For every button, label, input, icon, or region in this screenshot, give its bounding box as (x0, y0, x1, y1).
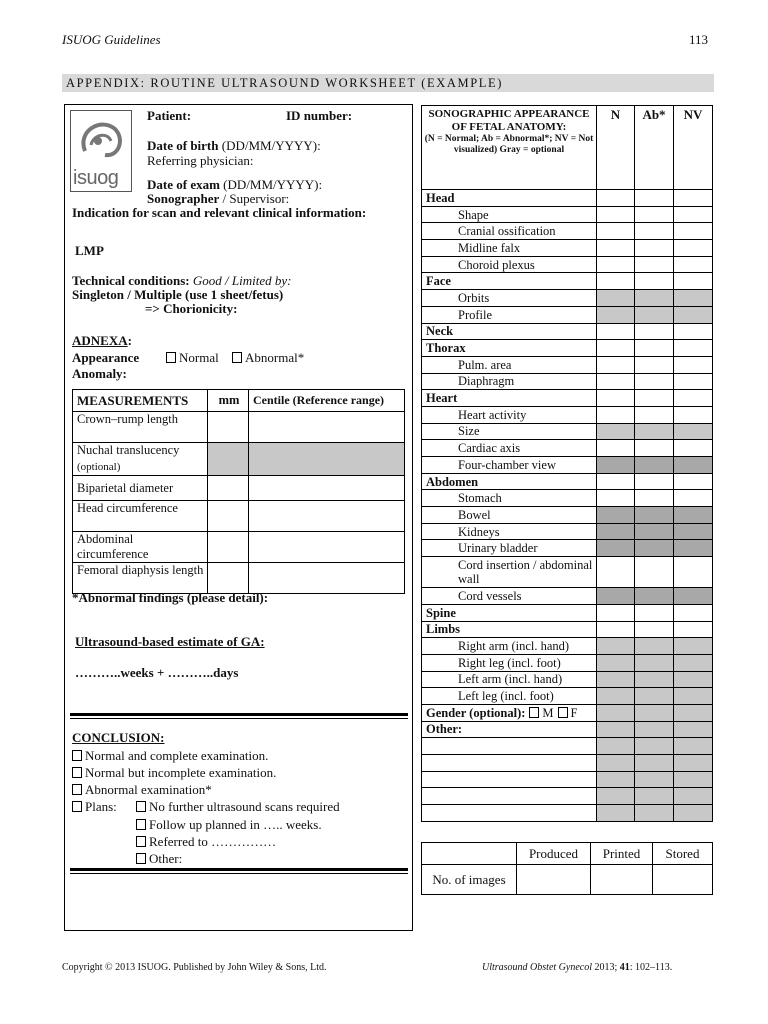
anatomy-section-label: Thorax (422, 340, 597, 357)
anatomy-section-label: Face (422, 273, 597, 290)
measurement-label: Femoral diaphysis length (73, 563, 208, 594)
measurements-header: MEASUREMENTS (73, 390, 208, 412)
anatomy-normal-cell[interactable] (597, 373, 635, 390)
running-header: ISUOG Guidelines (62, 32, 161, 47)
anatomy-row (422, 805, 713, 822)
anatomy-normal-cell[interactable] (597, 805, 635, 822)
anatomy-normal-cell[interactable] (597, 406, 635, 423)
anatomy-normal-cell[interactable] (597, 223, 635, 240)
anatomy-row (422, 654, 713, 671)
abnormal-findings-label: *Abnormal findings (please detail): (72, 590, 269, 605)
anatomy-not-visualized-cell[interactable] (674, 223, 713, 240)
anatomy-not-visualized-cell[interactable] (674, 588, 713, 605)
anatomy-abnormal-cell[interactable] (635, 206, 674, 223)
anatomy-abnormal-cell[interactable] (635, 638, 674, 655)
anatomy-abnormal-cell[interactable] (635, 256, 674, 273)
checkbox-icon (72, 784, 82, 795)
column-not-visualized-header: NV (674, 106, 713, 190)
anatomy-not-visualized-cell[interactable] (674, 390, 713, 407)
anatomy-section-label: Neck (422, 323, 597, 340)
anatomy-row (422, 440, 713, 457)
anatomy-normal-cell[interactable] (597, 588, 635, 605)
anatomy-normal-cell[interactable] (597, 340, 635, 357)
checkbox-icon (72, 801, 82, 812)
adnexa-normal-checkbox[interactable]: Normal (166, 350, 219, 366)
conclusion-heading: CONCLUSION: (72, 730, 165, 745)
anatomy-normal-cell[interactable] (597, 738, 635, 755)
anatomy-normal-cell[interactable] (597, 273, 635, 290)
anatomy-abnormal-cell[interactable] (635, 507, 674, 524)
anatomy-not-visualized-cell[interactable] (674, 473, 713, 490)
anatomy-not-visualized-cell[interactable] (674, 771, 713, 788)
anatomy-not-visualized-cell[interactable] (674, 688, 713, 705)
anatomy-abnormal-cell[interactable] (635, 704, 674, 721)
measurement-label: Crown–rump length (73, 412, 208, 443)
anatomy-header-legend: (N = Normal; Ab = Abnormal*; NV = Not visualized) Gray = optional (424, 134, 594, 155)
anatomy-normal-cell[interactable] (597, 523, 635, 540)
produced-header: Produced (517, 843, 591, 865)
anatomy-sub-label: Shape (422, 206, 597, 223)
anatomy-row (422, 557, 713, 588)
checkbox-icon (166, 352, 176, 363)
anatomy-sub-label: Left leg (incl. foot) (422, 688, 597, 705)
anatomy-abnormal-cell[interactable] (635, 473, 674, 490)
anatomy-not-visualized-cell[interactable] (674, 755, 713, 772)
stored-header: Stored (653, 843, 713, 865)
anatomy-section-label: Gender (optional): M F (422, 704, 597, 721)
anatomy-not-visualized-cell[interactable] (674, 540, 713, 557)
anatomy-abnormal-cell[interactable] (635, 240, 674, 257)
patient-label: Patient: (147, 108, 192, 123)
conclusion-option[interactable]: Normal and complete examination. (72, 748, 268, 764)
anatomy-normal-cell[interactable] (597, 507, 635, 524)
anatomy-normal-cell[interactable] (597, 256, 635, 273)
centile-header: Centile (Reference range) (249, 390, 405, 412)
anatomy-sub-label: Cardiac axis (422, 440, 597, 457)
anatomy-sub-label: Bowel (422, 507, 597, 524)
plan-option[interactable]: No further ultrasound scans required (136, 799, 340, 815)
anatomy-abnormal-cell[interactable] (635, 738, 674, 755)
anatomy-abnormal-cell[interactable] (635, 190, 674, 207)
conclusion-option[interactable]: Normal but incomplete examination. (72, 765, 276, 781)
anatomy-not-visualized-cell[interactable] (674, 507, 713, 524)
anatomy-abnormal-cell[interactable] (635, 356, 674, 373)
measurement-centile-cell[interactable] (249, 532, 405, 563)
measurement-label: Nuchal translucency (optional) (73, 443, 208, 476)
anatomy-abnormal-cell[interactable] (635, 523, 674, 540)
copyright-footer: Copyright © 2013 ISUOG. Published by John Wiley & Sons, Ltd. (62, 962, 327, 973)
anatomy-abnormal-cell[interactable] (635, 223, 674, 240)
images-table (421, 842, 713, 895)
produced-cell[interactable] (517, 865, 591, 895)
anatomy-not-visualized-cell[interactable] (674, 323, 713, 340)
gender-female-checkbox[interactable]: F (558, 706, 578, 720)
anatomy-normal-cell[interactable] (597, 306, 635, 323)
anatomy-header (422, 106, 597, 190)
anatomy-normal-cell[interactable] (597, 423, 635, 440)
anatomy-row (422, 788, 713, 805)
anatomy-abnormal-cell[interactable] (635, 805, 674, 822)
anatomy-section-label (422, 805, 597, 822)
measurement-centile-cell[interactable] (249, 501, 405, 532)
printed-header: Printed (591, 843, 653, 865)
plans-checkbox[interactable]: Plans: (72, 799, 117, 815)
lmp-label: LMP (75, 243, 104, 258)
anatomy-normal-cell[interactable] (597, 638, 635, 655)
anatomy-not-visualized-cell[interactable] (674, 738, 713, 755)
anatomy-row (422, 223, 713, 240)
anatomy-normal-cell[interactable] (597, 190, 635, 207)
date-of-exam-label: Date of exam (DD/MM/YYYY): (147, 177, 323, 192)
column-normal-header: N (597, 106, 635, 190)
anatomy-row (422, 256, 713, 273)
anatomy-sub-label: Orbits (422, 290, 597, 307)
measurement-mm-cell[interactable] (208, 532, 249, 563)
anatomy-abnormal-cell[interactable] (635, 457, 674, 474)
anatomy-section-label: Spine (422, 604, 597, 621)
citation-footer: Ultrasound Obstet Gynecol 2013; 41: 102–113. (482, 962, 673, 973)
anatomy-not-visualized-cell[interactable] (674, 306, 713, 323)
checkbox-icon (72, 750, 82, 761)
anatomy-row (422, 738, 713, 755)
anatomy-row (422, 588, 713, 605)
anatomy-abnormal-cell[interactable] (635, 688, 674, 705)
measurement-label: Head circumference (73, 501, 208, 532)
anatomy-normal-cell[interactable] (597, 540, 635, 557)
anatomy-not-visualized-cell[interactable] (674, 423, 713, 440)
measurement-centile-cell[interactable] (249, 476, 405, 501)
anatomy-normal-cell[interactable] (597, 240, 635, 257)
anatomy-row (422, 721, 713, 738)
anatomy-sub-label: Four-chamber view (422, 457, 597, 474)
anatomy-abnormal-cell[interactable] (635, 588, 674, 605)
anatomy-row (422, 638, 713, 655)
measurement-mm-cell[interactable] (208, 501, 249, 532)
anatomy-not-visualized-cell[interactable] (674, 273, 713, 290)
logo-text: isuog (73, 167, 119, 189)
anatomy-row (422, 755, 713, 772)
anatomy-sub-label: Left arm (incl. hand) (422, 671, 597, 688)
singleton-multiple-label: Singleton / Multiple (use 1 sheet/fetus) (72, 287, 284, 302)
anatomy-section-label: Head (422, 190, 597, 207)
anatomy-row (422, 190, 713, 207)
sonographer-label: Sonographer / Supervisor: (147, 191, 290, 206)
checkbox-icon (136, 801, 146, 812)
anatomy-sub-label: Right leg (incl. foot) (422, 654, 597, 671)
anatomy-row (422, 604, 713, 621)
anatomy-not-visualized-cell[interactable] (674, 704, 713, 721)
anatomy-not-visualized-cell[interactable] (674, 190, 713, 207)
anatomy-row (422, 323, 713, 340)
anatomy-abnormal-cell[interactable] (635, 721, 674, 738)
anatomy-section-label (422, 788, 597, 805)
anatomy-abnormal-cell[interactable] (635, 621, 674, 638)
images-empty-cell (422, 843, 517, 865)
anatomy-row (422, 356, 713, 373)
anatomy-section-label (422, 738, 597, 755)
anatomy-sub-label: Kidneys (422, 523, 597, 540)
anatomy-normal-cell[interactable] (597, 755, 635, 772)
checkbox-icon (72, 767, 82, 778)
anatomy-normal-cell[interactable] (597, 721, 635, 738)
measurement-mm-cell[interactable] (208, 476, 249, 501)
anatomy-not-visualized-cell[interactable] (674, 523, 713, 540)
appendix-title: APPENDIX: ROUTINE ULTRASOUND WORKSHEET (EXAMPLE) (62, 74, 714, 92)
mm-header: mm (208, 390, 249, 412)
measurement-mm-cell[interactable] (208, 443, 249, 476)
anatomy-section-label: Heart (422, 390, 597, 407)
anatomy-not-visualized-cell[interactable] (674, 490, 713, 507)
printed-cell[interactable] (591, 865, 653, 895)
anatomy-sub-label: Profile (422, 306, 597, 323)
divider (70, 868, 408, 874)
measurement-mm-cell[interactable] (208, 563, 249, 594)
adnexa-appearance-label: Appearance (72, 350, 140, 365)
anatomy-abnormal-cell[interactable] (635, 440, 674, 457)
checkbox-icon (558, 707, 568, 718)
anatomy-row (422, 473, 713, 490)
anatomy-not-visualized-cell[interactable] (674, 457, 713, 474)
adnexa-heading: ADNEXA: (72, 333, 132, 348)
anatomy-normal-cell[interactable] (597, 771, 635, 788)
anatomy-normal-cell[interactable] (597, 788, 635, 805)
adnexa-anomaly-label: Anomaly: (72, 366, 127, 381)
anatomy-table (421, 105, 713, 822)
measurement-mm-cell[interactable] (208, 412, 249, 443)
anatomy-normal-cell[interactable] (597, 604, 635, 621)
anatomy-abnormal-cell[interactable] (635, 771, 674, 788)
chorionicity-label: => Chorionicity: (145, 301, 238, 316)
referring-physician-label: Referring physician: (147, 153, 254, 168)
anatomy-not-visualized-cell[interactable] (674, 440, 713, 457)
measurement-centile-cell[interactable] (249, 412, 405, 443)
anatomy-normal-cell[interactable] (597, 621, 635, 638)
anatomy-row (422, 671, 713, 688)
anatomy-abnormal-cell[interactable] (635, 755, 674, 772)
conclusion-option[interactable]: Abnormal examination* (72, 782, 212, 798)
anatomy-normal-cell[interactable] (597, 290, 635, 307)
page-number: 113 (688, 32, 708, 47)
anatomy-sub-label: Midline falx (422, 240, 597, 257)
anatomy-not-visualized-cell[interactable] (674, 206, 713, 223)
anatomy-section-label (422, 755, 597, 772)
anatomy-normal-cell[interactable] (597, 206, 635, 223)
divider (70, 713, 408, 719)
anatomy-sub-label: Heart activity (422, 406, 597, 423)
anatomy-row (422, 540, 713, 557)
anatomy-row (422, 206, 713, 223)
anatomy-row (422, 290, 713, 307)
anatomy-sub-label: Right arm (incl. hand) (422, 638, 597, 655)
anatomy-normal-cell[interactable] (597, 390, 635, 407)
anatomy-normal-cell[interactable] (597, 323, 635, 340)
anatomy-abnormal-cell[interactable] (635, 604, 674, 621)
anatomy-not-visualized-cell[interactable] (674, 356, 713, 373)
anatomy-abnormal-cell[interactable] (635, 788, 674, 805)
anatomy-row (422, 240, 713, 257)
measurement-label: Biparietal diameter (73, 476, 208, 501)
anatomy-row (422, 490, 713, 507)
anatomy-abnormal-cell[interactable] (635, 373, 674, 390)
anatomy-row (422, 621, 713, 638)
stored-cell[interactable] (653, 865, 713, 895)
anatomy-normal-cell[interactable] (597, 688, 635, 705)
anatomy-abnormal-cell[interactable] (635, 390, 674, 407)
anatomy-abnormal-cell[interactable] (635, 654, 674, 671)
checkbox-icon (136, 836, 146, 847)
anatomy-normal-cell[interactable] (597, 457, 635, 474)
anatomy-not-visualized-cell[interactable] (674, 805, 713, 822)
anatomy-row (422, 306, 713, 323)
anatomy-sub-label: Cord vessels (422, 588, 597, 605)
anatomy-sub-label: Choroid plexus (422, 256, 597, 273)
anatomy-row (422, 390, 713, 407)
anatomy-row (422, 457, 713, 474)
anatomy-not-visualized-cell[interactable] (674, 671, 713, 688)
checkbox-icon (232, 352, 242, 363)
id-number-label: ID number: (286, 108, 353, 123)
anatomy-not-visualized-cell[interactable] (674, 621, 713, 638)
anatomy-section-label: Limbs (422, 621, 597, 638)
anatomy-not-visualized-cell[interactable] (674, 290, 713, 307)
anatomy-not-visualized-cell[interactable] (674, 340, 713, 357)
checkbox-icon (529, 707, 539, 718)
anatomy-normal-cell[interactable] (597, 671, 635, 688)
anatomy-not-visualized-cell[interactable] (674, 557, 713, 588)
anatomy-row (422, 340, 713, 357)
anatomy-abnormal-cell[interactable] (635, 290, 674, 307)
anatomy-sub-label: Diaphragm (422, 373, 597, 390)
anatomy-normal-cell[interactable] (597, 356, 635, 373)
anatomy-row (422, 523, 713, 540)
anatomy-not-visualized-cell[interactable] (674, 406, 713, 423)
anatomy-sub-label: Pulm. area (422, 356, 597, 373)
anatomy-sub-label: Urinary bladder (422, 540, 597, 557)
anatomy-section-label: Abdomen (422, 473, 597, 490)
anatomy-normal-cell[interactable] (597, 473, 635, 490)
plan-option[interactable]: Other: (136, 851, 182, 867)
column-abnormal-header: Ab* (635, 106, 674, 190)
anatomy-header-title: SONOGRAPHIC APPEARANCE OF FETAL ANATOMY: (428, 108, 590, 133)
anatomy-row (422, 406, 713, 423)
measurements-table (72, 389, 405, 594)
anatomy-normal-cell[interactable] (597, 557, 635, 588)
anatomy-sub-label: Size (422, 423, 597, 440)
anatomy-not-visualized-cell[interactable] (674, 788, 713, 805)
anatomy-abnormal-cell[interactable] (635, 557, 674, 588)
anatomy-row (422, 704, 713, 721)
indication-label: Indication for scan and relevant clinical information: (72, 205, 367, 220)
anatomy-abnormal-cell[interactable] (635, 540, 674, 557)
anatomy-section-label: Other: (422, 721, 597, 738)
anatomy-row (422, 771, 713, 788)
anatomy-not-visualized-cell[interactable] (674, 373, 713, 390)
anatomy-row (422, 423, 713, 440)
anatomy-abnormal-cell[interactable] (635, 406, 674, 423)
plan-option[interactable]: Referred to …………… (136, 834, 276, 850)
anatomy-abnormal-cell[interactable] (635, 323, 674, 340)
checkbox-icon (136, 853, 146, 864)
anatomy-normal-cell[interactable] (597, 654, 635, 671)
anatomy-sub-label: Stomach (422, 490, 597, 507)
anatomy-normal-cell[interactable] (597, 704, 635, 721)
anatomy-abnormal-cell[interactable] (635, 340, 674, 357)
measurement-centile-cell[interactable] (249, 563, 405, 594)
anatomy-abnormal-cell[interactable] (635, 490, 674, 507)
anatomy-not-visualized-cell[interactable] (674, 654, 713, 671)
no-of-images-label: No. of images (422, 865, 517, 895)
anatomy-row (422, 688, 713, 705)
anatomy-row (422, 273, 713, 290)
isuog-logo (70, 110, 132, 192)
technical-conditions-label: Technical conditions: Good / Limited by: (72, 273, 292, 288)
anatomy-normal-cell[interactable] (597, 490, 635, 507)
anatomy-abnormal-cell[interactable] (635, 306, 674, 323)
anatomy-abnormal-cell[interactable] (635, 273, 674, 290)
anatomy-not-visualized-cell[interactable] (674, 604, 713, 621)
gender-male-checkbox[interactable]: M (529, 706, 553, 720)
anatomy-normal-cell[interactable] (597, 440, 635, 457)
anatomy-sub-label: Cranial ossification (422, 223, 597, 240)
measurement-centile-cell[interactable] (249, 443, 405, 476)
anatomy-not-visualized-cell[interactable] (674, 721, 713, 738)
checkbox-icon (136, 819, 146, 830)
anatomy-not-visualized-cell[interactable] (674, 638, 713, 655)
anatomy-not-visualized-cell[interactable] (674, 240, 713, 257)
anatomy-abnormal-cell[interactable] (635, 423, 674, 440)
measurement-label: Abdominal circumference (73, 532, 208, 563)
ga-weeks-days-line: ………..weeks + ………..days (75, 665, 239, 680)
anatomy-section-label (422, 771, 597, 788)
ga-estimate-label: Ultrasound-based estimate of GA: (75, 634, 265, 649)
anatomy-row (422, 507, 713, 524)
anatomy-row (422, 373, 713, 390)
date-of-birth-label: Date of birth (DD/MM/YYYY): (147, 138, 321, 153)
adnexa-abnormal-checkbox[interactable]: Abnormal* (232, 350, 304, 366)
anatomy-not-visualized-cell[interactable] (674, 256, 713, 273)
plan-option[interactable]: Follow up planned in ….. weeks. (136, 817, 322, 833)
anatomy-abnormal-cell[interactable] (635, 671, 674, 688)
anatomy-sub-label: Cord insertion / abdominal wall (422, 557, 597, 588)
